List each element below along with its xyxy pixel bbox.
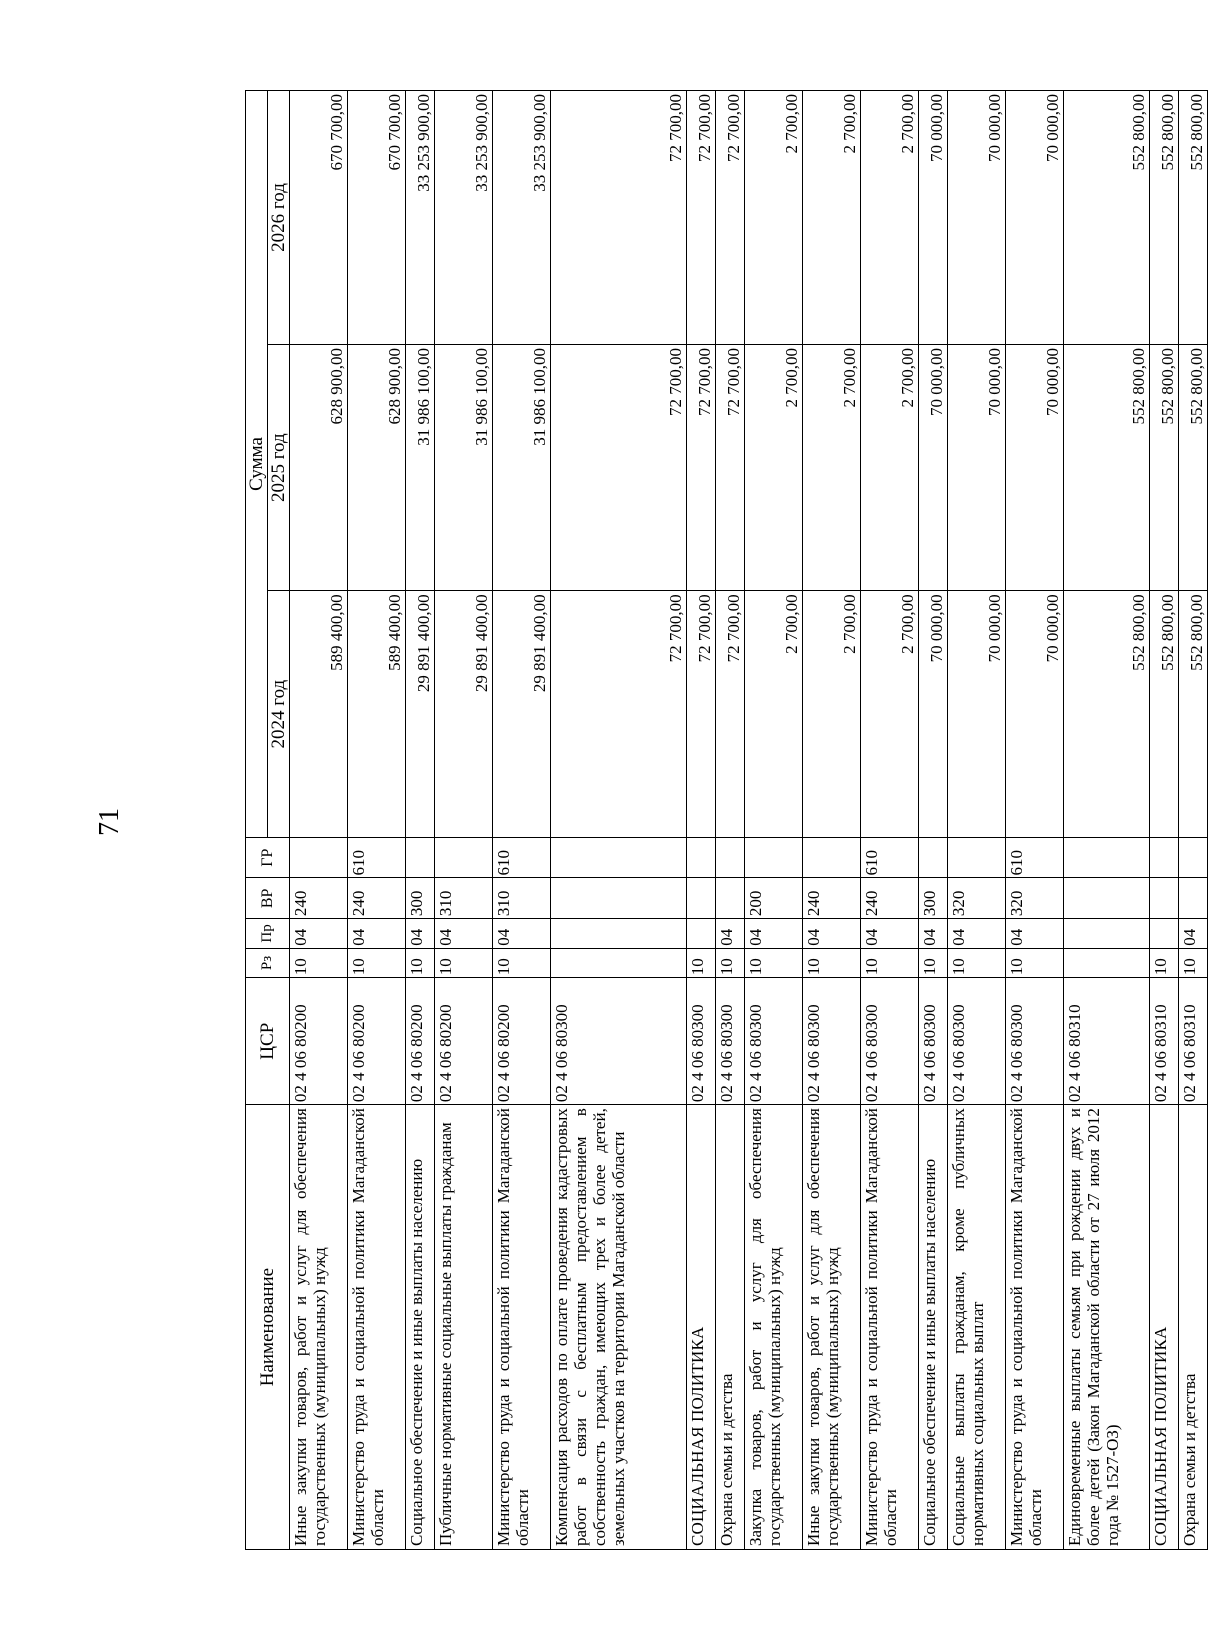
cell-y2026: 70 000,00	[948, 91, 1006, 345]
cell-y2024: 552 800,00	[1179, 591, 1208, 837]
cell-y2024: 552 800,00	[1064, 591, 1150, 837]
cell-y2025: 72 700,00	[687, 344, 716, 590]
cell-name: СОЦИАЛЬНАЯ ПОЛИТИКА	[687, 1105, 716, 1550]
cell-gr	[290, 837, 348, 878]
cell-y2024: 589 400,00	[348, 591, 406, 837]
cell-y2025: 31 986 100,00	[406, 344, 435, 590]
cell-pr	[551, 919, 687, 949]
cell-vr: 320	[948, 878, 1006, 919]
cell-y2026: 72 700,00	[716, 91, 745, 345]
cell-y2025: 72 700,00	[551, 344, 687, 590]
cell-y2025: 70 000,00	[1006, 344, 1064, 590]
cell-y2024: 29 891 400,00	[435, 591, 493, 837]
cell-vr: 240	[290, 878, 348, 919]
cell-name: СОЦИАЛЬНАЯ ПОЛИТИКА	[1150, 1105, 1179, 1550]
cell-pr: 04	[745, 919, 803, 949]
cell-pr: 04	[348, 919, 406, 949]
cell-csr: 02 4 06 80200	[290, 978, 348, 1105]
cell-csr: 02 4 06 80310	[1150, 978, 1179, 1105]
cell-y2025: 552 800,00	[1150, 344, 1179, 590]
cell-name: Министерство труда и социальной политики Магаданской области	[493, 1105, 551, 1550]
cell-y2024: 552 800,00	[1150, 591, 1179, 837]
cell-vr: 320	[1006, 878, 1064, 919]
cell-y2026: 33 253 900,00	[406, 91, 435, 345]
cell-rz: 10	[435, 948, 493, 978]
cell-pr	[1150, 919, 1179, 949]
cell-y2025: 70 000,00	[948, 344, 1006, 590]
cell-pr: 04	[435, 919, 493, 949]
cell-y2024: 2 700,00	[803, 591, 861, 837]
cell-y2026: 552 800,00	[1064, 91, 1150, 345]
cell-y2025: 31 986 100,00	[493, 344, 551, 590]
cell-rz: 10	[803, 948, 861, 978]
cell-name: Социальное обеспечение и иные выплаты населению	[919, 1105, 948, 1550]
cell-rz: 10	[290, 948, 348, 978]
cell-csr: 02 4 06 80200	[348, 978, 406, 1105]
header-csr: ЦСР	[246, 978, 290, 1105]
cell-rz: 10	[1179, 948, 1208, 978]
table-row	[1179, 91, 1208, 1550]
cell-gr	[948, 837, 1006, 878]
cell-y2026: 2 700,00	[803, 91, 861, 345]
cell-pr: 04	[861, 919, 919, 949]
budget-table	[245, 90, 1208, 1550]
cell-vr	[1150, 878, 1179, 919]
cell-y2025: 552 800,00	[1179, 344, 1208, 590]
cell-pr: 04	[948, 919, 1006, 949]
cell-gr	[919, 837, 948, 878]
cell-name: Иные закупки товаров, работ и услуг для обеспечения государственных (муниципальных) нужд	[290, 1105, 348, 1550]
cell-vr: 240	[348, 878, 406, 919]
cell-csr: 02 4 06 80200	[435, 978, 493, 1105]
cell-pr: 04	[406, 919, 435, 949]
cell-rz: 10	[348, 948, 406, 978]
cell-csr: 02 4 06 80300	[745, 978, 803, 1105]
cell-gr	[1179, 837, 1208, 878]
cell-gr	[1150, 837, 1179, 878]
table-row	[861, 91, 919, 1550]
cell-y2026: 33 253 900,00	[435, 91, 493, 345]
cell-name: Охрана семьи и детства	[1179, 1105, 1208, 1550]
cell-name: Публичные нормативные социальные выплаты гражданам	[435, 1105, 493, 1550]
cell-y2026: 552 800,00	[1150, 91, 1179, 345]
table-row	[1064, 91, 1150, 1550]
cell-vr: 310	[493, 878, 551, 919]
cell-vr: 300	[919, 878, 948, 919]
cell-gr	[551, 837, 687, 878]
cell-vr: 310	[435, 878, 493, 919]
cell-y2026: 70 000,00	[919, 91, 948, 345]
header-pr: Пр	[246, 919, 290, 949]
cell-rz	[551, 948, 687, 978]
cell-y2024: 72 700,00	[551, 591, 687, 837]
cell-name: Социальное обеспечение и иные выплаты населению	[406, 1105, 435, 1550]
cell-rz: 10	[406, 948, 435, 978]
cell-rz: 10	[861, 948, 919, 978]
cell-name: Министерство труда и социальной политики Магаданской области	[348, 1105, 406, 1550]
table-row	[435, 91, 493, 1550]
header-year-2026: 2026 год	[268, 91, 290, 345]
cell-y2024: 70 000,00	[919, 591, 948, 837]
cell-pr	[1064, 919, 1150, 949]
header-name: Наименование	[246, 1105, 290, 1550]
cell-vr	[1179, 878, 1208, 919]
cell-rz: 10	[1006, 948, 1064, 978]
cell-csr: 02 4 06 80300	[551, 978, 687, 1105]
table-row	[1006, 91, 1064, 1550]
rotated-table-container	[245, 90, 1206, 1550]
header-rz: Рз	[246, 948, 290, 978]
cell-y2025: 628 900,00	[348, 344, 406, 590]
cell-y2025: 2 700,00	[745, 344, 803, 590]
cell-y2026: 552 800,00	[1179, 91, 1208, 345]
cell-csr: 02 4 06 80300	[803, 978, 861, 1105]
cell-gr	[745, 837, 803, 878]
cell-gr: 610	[348, 837, 406, 878]
cell-y2024: 589 400,00	[290, 591, 348, 837]
cell-gr: 610	[493, 837, 551, 878]
cell-name: Иные закупки товаров, работ и услуг для обеспечения государственных (муниципальных) нужд	[803, 1105, 861, 1550]
header-sum: Сумма	[246, 91, 268, 838]
cell-y2026: 72 700,00	[551, 91, 687, 345]
cell-y2026: 72 700,00	[687, 91, 716, 345]
cell-csr: 02 4 06 80300	[687, 978, 716, 1105]
cell-y2024: 72 700,00	[687, 591, 716, 837]
cell-rz: 10	[948, 948, 1006, 978]
cell-y2026: 70 000,00	[1006, 91, 1064, 345]
cell-pr: 04	[803, 919, 861, 949]
table-header-row	[246, 91, 268, 1550]
cell-vr: 240	[803, 878, 861, 919]
cell-gr	[803, 837, 861, 878]
table-row	[745, 91, 803, 1550]
cell-y2024: 70 000,00	[1006, 591, 1064, 837]
cell-pr: 04	[290, 919, 348, 949]
cell-rz: 10	[687, 948, 716, 978]
cell-name: Социальные выплаты гражданам, кроме публичных нормативных социальных выплат	[948, 1105, 1006, 1550]
cell-y2025: 72 700,00	[716, 344, 745, 590]
header-year-2025: 2025 год	[268, 344, 290, 590]
cell-y2025: 2 700,00	[803, 344, 861, 590]
table-row	[716, 91, 745, 1550]
cell-vr: 200	[745, 878, 803, 919]
cell-y2025: 2 700,00	[861, 344, 919, 590]
cell-pr: 04	[716, 919, 745, 949]
cell-csr: 02 4 06 80200	[406, 978, 435, 1105]
cell-name: Министерство труда и социальной политики Магаданской области	[1006, 1105, 1064, 1550]
cell-pr: 04	[1179, 919, 1208, 949]
cell-y2024: 29 891 400,00	[406, 591, 435, 837]
cell-pr	[687, 919, 716, 949]
cell-name: Министерство труда и социальной политики Магаданской области	[861, 1105, 919, 1550]
cell-y2026: 670 700,00	[290, 91, 348, 345]
table-row	[687, 91, 716, 1550]
cell-rz: 10	[716, 948, 745, 978]
table-row	[493, 91, 551, 1550]
cell-y2026: 2 700,00	[745, 91, 803, 345]
header-gr: ГР	[246, 837, 290, 878]
cell-vr: 300	[406, 878, 435, 919]
header-year-2024: 2024 год	[268, 591, 290, 837]
table-row	[803, 91, 861, 1550]
cell-gr	[1064, 837, 1150, 878]
cell-csr: 02 4 06 80300	[716, 978, 745, 1105]
cell-y2024: 70 000,00	[948, 591, 1006, 837]
table-row	[406, 91, 435, 1550]
cell-csr: 02 4 06 80300	[1006, 978, 1064, 1105]
cell-csr: 02 4 06 80310	[1179, 978, 1208, 1105]
cell-pr: 04	[493, 919, 551, 949]
cell-csr: 02 4 06 80200	[493, 978, 551, 1105]
table-row	[290, 91, 348, 1550]
cell-pr: 04	[919, 919, 948, 949]
cell-gr: 610	[1006, 837, 1064, 878]
cell-rz: 10	[1150, 948, 1179, 978]
cell-vr	[716, 878, 745, 919]
table-row	[948, 91, 1006, 1550]
cell-y2024: 2 700,00	[745, 591, 803, 837]
cell-y2024: 72 700,00	[716, 591, 745, 837]
cell-name: Единовременные выплаты семьям при рождении двух и более детей (Закон Магаданской области от 27 июля 2012 года № 1527-ОЗ)	[1064, 1105, 1150, 1550]
table-row	[348, 91, 406, 1550]
cell-gr: 610	[861, 837, 919, 878]
table-row	[551, 91, 687, 1550]
cell-y2026: 670 700,00	[348, 91, 406, 345]
table-row	[1150, 91, 1179, 1550]
page-number: 71	[94, 808, 125, 836]
cell-rz	[1064, 948, 1150, 978]
cell-csr: 02 4 06 80300	[948, 978, 1006, 1105]
cell-y2025: 552 800,00	[1064, 344, 1150, 590]
cell-name: Закупка товаров, работ и услуг для обеспечения государственных (муниципальных) нужд	[745, 1105, 803, 1550]
cell-gr	[687, 837, 716, 878]
cell-y2024: 2 700,00	[861, 591, 919, 837]
cell-csr: 02 4 06 80300	[919, 978, 948, 1105]
cell-y2026: 2 700,00	[861, 91, 919, 345]
cell-y2025: 31 986 100,00	[435, 344, 493, 590]
cell-y2025: 628 900,00	[290, 344, 348, 590]
cell-rz: 10	[493, 948, 551, 978]
cell-vr	[551, 878, 687, 919]
cell-name: Охрана семьи и детства	[716, 1105, 745, 1550]
cell-csr: 02 4 06 80310	[1064, 978, 1150, 1105]
cell-pr: 04	[1006, 919, 1064, 949]
cell-name: Компенсация расходов по оплате проведения кадастровых работ в связи с бесплатным предоставлением в собственность граждан, имеющих трех и более детей, земельных участков на территории Магаданской области	[551, 1105, 687, 1550]
table-row	[919, 91, 948, 1550]
cell-gr	[435, 837, 493, 878]
cell-y2025: 70 000,00	[919, 344, 948, 590]
cell-rz: 10	[919, 948, 948, 978]
cell-rz: 10	[745, 948, 803, 978]
cell-gr	[716, 837, 745, 878]
cell-vr	[1064, 878, 1150, 919]
cell-vr: 240	[861, 878, 919, 919]
cell-y2026: 33 253 900,00	[493, 91, 551, 345]
cell-csr: 02 4 06 80300	[861, 978, 919, 1105]
cell-vr	[687, 878, 716, 919]
header-vr: ВР	[246, 878, 290, 919]
cell-gr	[406, 837, 435, 878]
cell-y2024: 29 891 400,00	[493, 591, 551, 837]
